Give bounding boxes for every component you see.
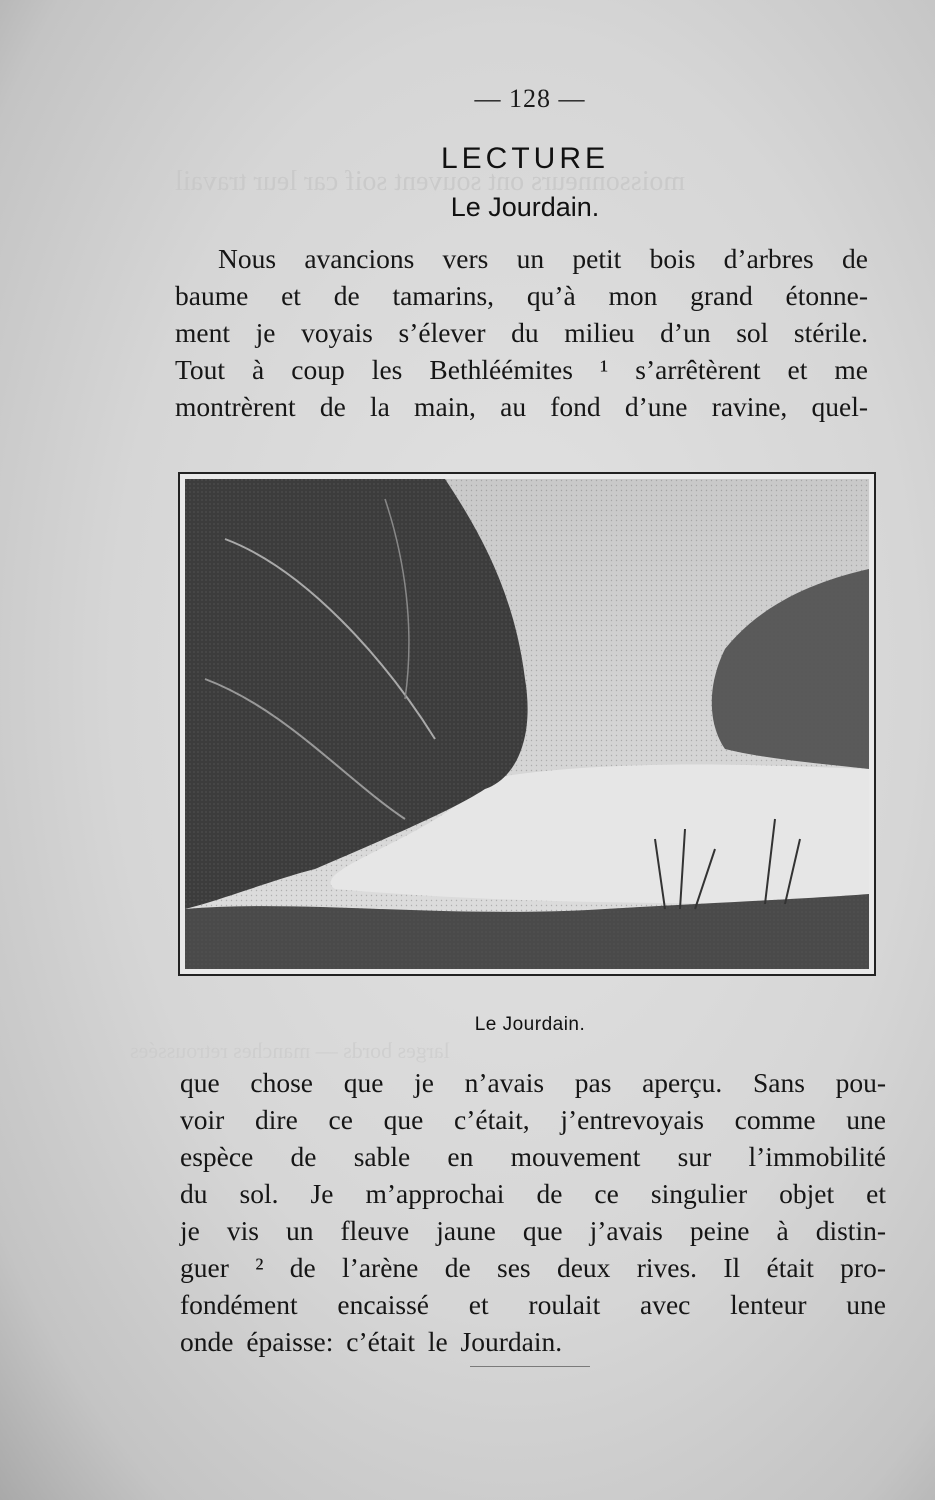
text-line: voir dire ce que c’était, j’entrevoyais comme une bbox=[180, 1104, 886, 1135]
text-line: guer ² de l’arène de ses deux rives. Il était pro- bbox=[180, 1252, 886, 1283]
river-photograph bbox=[178, 472, 876, 976]
show-through-text: moissonneurs ont souvent soif car leur travail bbox=[175, 166, 686, 197]
text-line: montrèrent de la main, au fond d’une ravine, quel- bbox=[175, 391, 868, 422]
show-through-text: larges bords — manches retroussées bbox=[130, 1038, 450, 1063]
text-line: je vis un fleuve jaune que j’avais peine à distin- bbox=[180, 1215, 886, 1246]
figure-caption: Le Jourdain. bbox=[474, 1014, 586, 1035]
end-rule bbox=[470, 1366, 590, 1367]
page-number: — 128 — bbox=[474, 84, 586, 113]
text-line: Tout à coup les Bethléémites ¹ s’arrêtèrent et me bbox=[175, 354, 868, 385]
section-heading: LECTURE bbox=[440, 142, 610, 175]
text-line: que chose que je n’avais pas aperçu. Sans pou- bbox=[180, 1067, 886, 1098]
photo-illustration bbox=[185, 479, 869, 969]
text-line: du sol. Je m’approchai de ce singulier objet et bbox=[180, 1178, 886, 1209]
text-line: espèce de sable en mouvement sur l’immobilité bbox=[180, 1141, 886, 1172]
section-title: Le Jourdain. bbox=[450, 192, 600, 222]
text-line: fondément encaissé et roulait avec lenteur une bbox=[180, 1289, 886, 1320]
text-line: Nous avancions vers un petit bois d’arbres de bbox=[218, 243, 868, 274]
text-line: baume et de tamarins, qu’à mon grand étonne- bbox=[175, 280, 868, 311]
text-line: ment je voyais s’élever du milieu d’un sol stérile. bbox=[175, 317, 868, 348]
text-line: onde épaisse: c’était le Jourdain. bbox=[180, 1326, 563, 1357]
